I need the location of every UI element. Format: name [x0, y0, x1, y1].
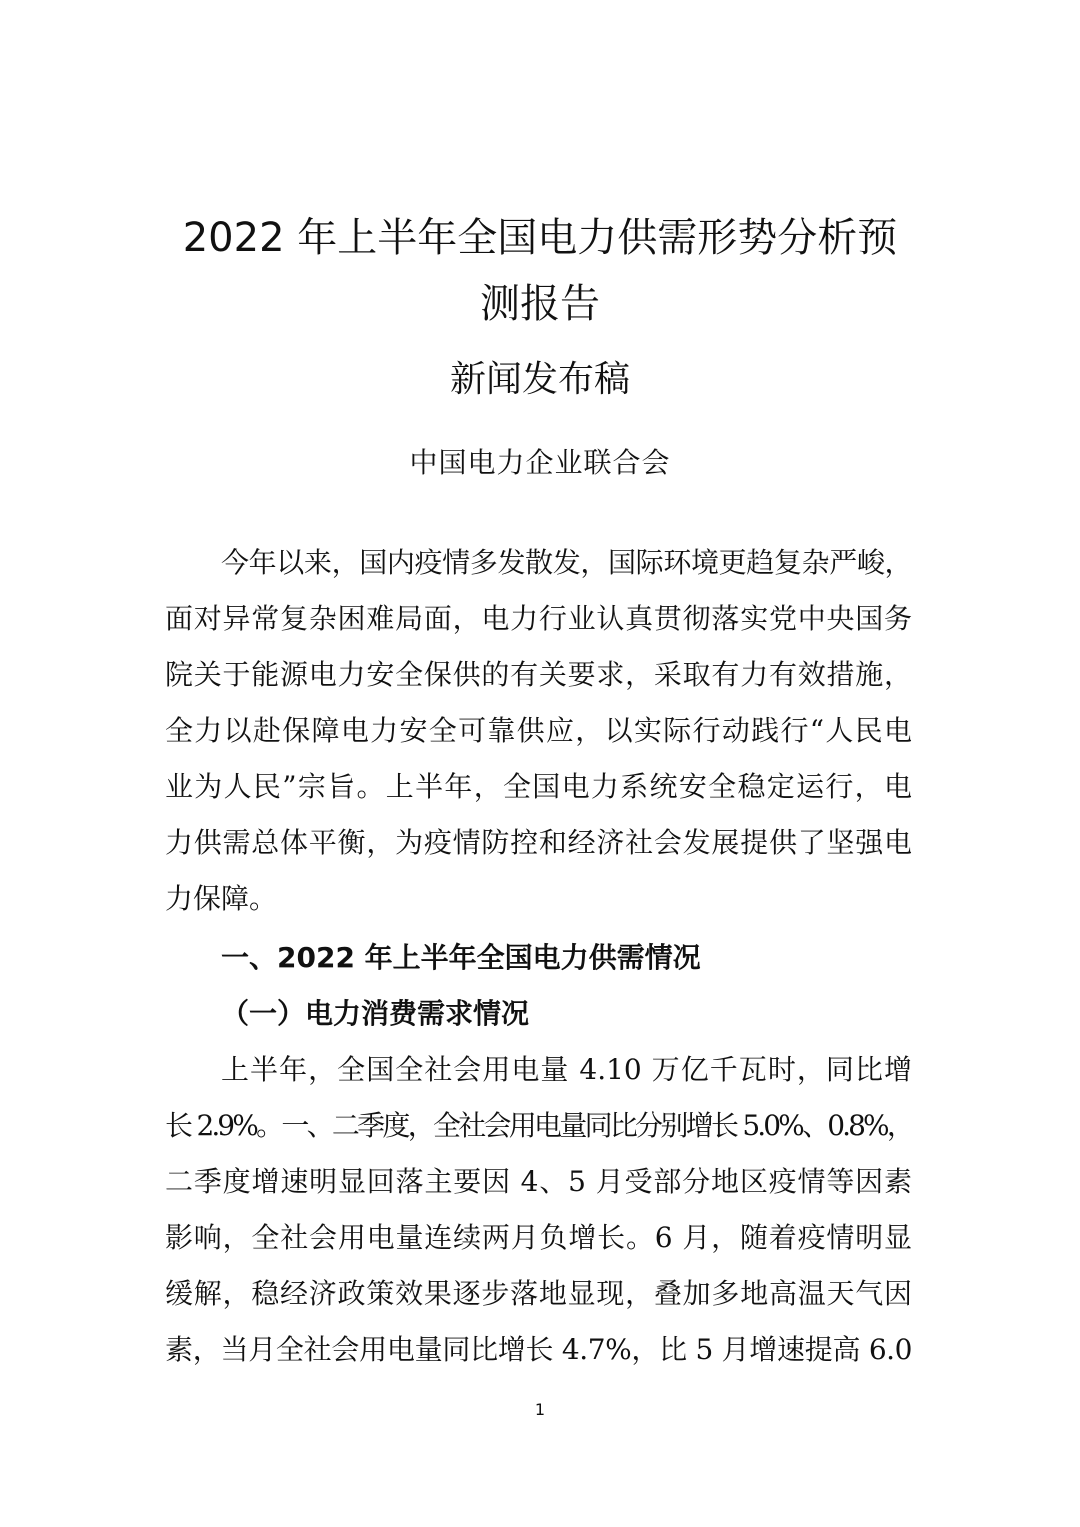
paragraph-line: 缓解，稳经济政策效果逐步落地显现，叠加多地高温天气因 — [165, 1277, 912, 1310]
paragraph-line: 力保障。 — [165, 882, 278, 915]
document-title-line: 测报告 — [480, 281, 600, 327]
subsection-heading: （一）电力消费需求情况 — [221, 997, 530, 1030]
paragraph-line: 面对异常复杂困难局面，电力行业认真贯彻落实党中央国务 — [165, 602, 912, 635]
intro-paragraph — [165, 535, 912, 927]
press-release-subtitle: 新闻发布稿 — [449, 359, 630, 400]
page-number: 1 — [534, 1400, 546, 1419]
paragraph-line: 业为人民”宗旨。上半年，全国电力系统安全稳定运行，电 — [165, 770, 912, 803]
paragraph-line: 今年以来，国内疫情多发散发，国际环境更趋复杂严峻， — [221, 546, 912, 579]
section-heading: 一、2022 年上半年全国电力供需情况 — [221, 941, 701, 974]
document-body — [165, 535, 912, 1378]
issuing-organization: 中国电力企业联合会 — [409, 446, 671, 479]
paragraph-line: 全力以赴保障电力安全可靠供应，以实际行动践行“人民电 — [165, 714, 912, 747]
document-title-line: 2022 年上半年全国电力供需形势分析预 — [182, 215, 898, 261]
paragraph-line: 影响，全社会用电量连续两月负增长。6 月，随着疫情明显 — [165, 1221, 912, 1254]
paragraph-line: 力供需总体平衡，为疫情防控和经济社会发展提供了坚强电 — [165, 826, 912, 859]
paragraph-line: 长 2.9%。一、二季度，全社会用电量同比分别增长 5.0%、0.8%， — [165, 1109, 912, 1142]
consumption-paragraph — [165, 1042, 912, 1378]
paragraph-line: 素，当月全社会用电量同比增长 4.7%，比 5 月增速提高 6.0 — [165, 1333, 912, 1366]
paragraph-line: 院关于能源电力安全保供的有关要求，采取有力有效措施， — [165, 658, 912, 691]
paragraph-line: 二季度增速明显回落主要因 4、5 月受部分地区疫情等因素 — [165, 1165, 912, 1198]
document-title — [0, 205, 1080, 337]
paragraph-line: 上半年，全国全社会用电量 4.10 万亿千瓦时，同比增 — [221, 1053, 912, 1086]
